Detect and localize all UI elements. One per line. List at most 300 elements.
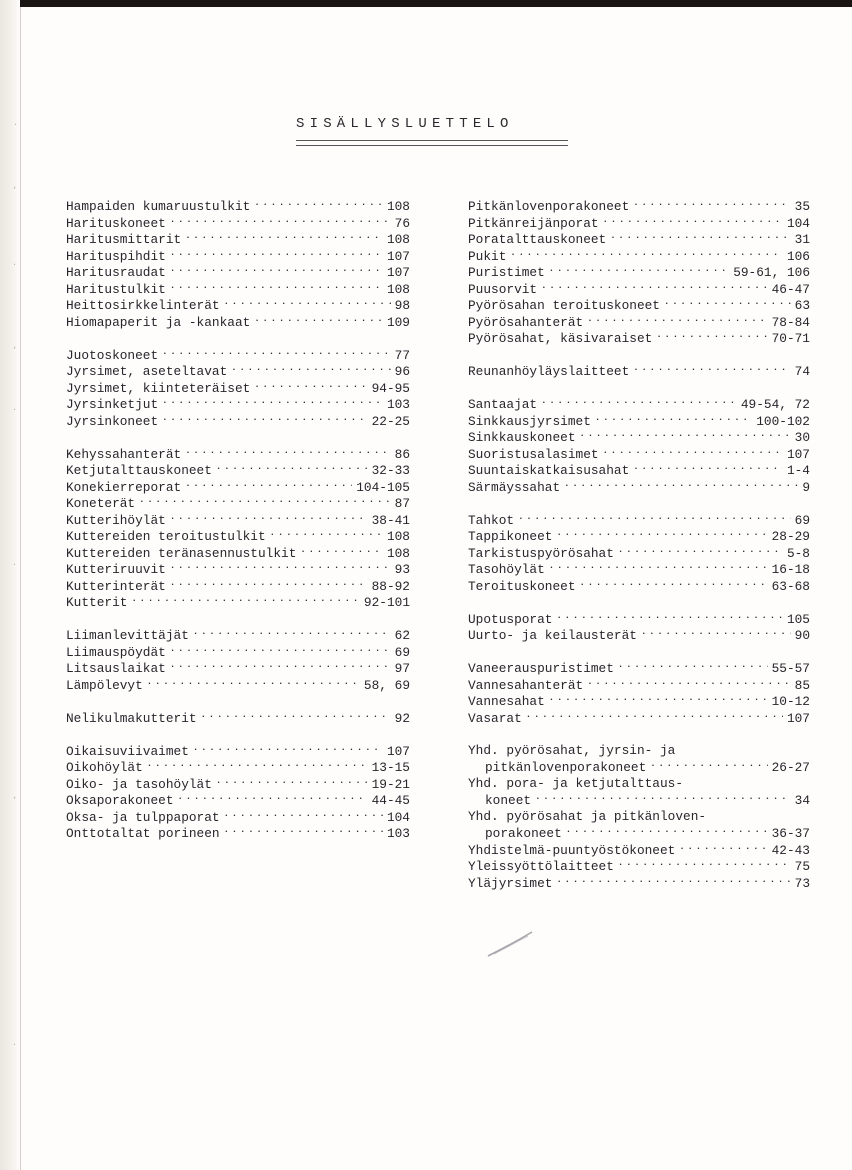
index-term: Haritusmittarit xyxy=(66,232,182,247)
index-entry xyxy=(66,743,410,760)
index-term: Oksaporakoneet xyxy=(66,793,174,808)
page-number: 35 xyxy=(794,199,810,214)
index-term: Liimauspöydät xyxy=(66,644,166,660)
index-entry xyxy=(66,314,410,331)
index-term: Harituskoneet xyxy=(66,215,166,231)
page-number: 42-43 xyxy=(771,842,810,858)
index-entry xyxy=(66,347,410,364)
index-term: Litsauslaikat xyxy=(66,661,166,676)
index-term: Haritustulkit xyxy=(66,281,166,297)
index-group xyxy=(468,743,810,892)
index-entry xyxy=(468,858,810,875)
index-term: Lämpölevyt xyxy=(66,677,143,693)
index-term: Särmäyssahat xyxy=(468,479,561,495)
index-group xyxy=(66,198,410,330)
dot-leader xyxy=(231,363,390,375)
dot-leader xyxy=(595,413,752,425)
dot-leader xyxy=(170,248,383,260)
page-number: 74 xyxy=(794,364,810,379)
index-term: Liimanlevittäjät xyxy=(66,628,189,643)
page-number: 55-57 xyxy=(771,661,810,676)
dot-leader xyxy=(224,825,383,837)
page-number: 9 xyxy=(802,479,810,495)
index-entry xyxy=(468,759,810,776)
page-number: 94-95 xyxy=(371,380,410,396)
page-number: 19-21 xyxy=(371,776,410,792)
index-term: Yleissyöttölaitteet xyxy=(468,859,614,874)
index-term: Jyrsimet, aseteltavat xyxy=(66,364,228,379)
dot-leader xyxy=(224,809,383,821)
index-entry xyxy=(66,512,410,529)
page-number: 75 xyxy=(794,859,810,874)
dot-leader xyxy=(224,297,391,309)
index-entry xyxy=(66,594,410,611)
index-entry xyxy=(66,363,410,380)
index-term: Jyrsimet, kiinteteräiset xyxy=(66,380,251,396)
dot-leader xyxy=(535,792,791,804)
index-entry xyxy=(468,396,810,413)
index-entry xyxy=(468,429,810,446)
dot-leader xyxy=(216,776,368,788)
dot-leader xyxy=(270,528,383,540)
index-entry xyxy=(468,462,810,479)
page-number: 92-101 xyxy=(363,595,410,610)
dot-leader xyxy=(147,759,368,771)
page-number: 46-47 xyxy=(771,281,810,297)
page-number: 44-45 xyxy=(371,793,410,808)
dot-leader xyxy=(556,875,790,887)
dot-leader xyxy=(254,198,383,210)
page-number: 96 xyxy=(394,364,410,379)
dot-leader xyxy=(580,578,768,590)
page-number: 69 xyxy=(794,512,810,528)
dot-leader xyxy=(618,660,768,672)
index-column-right xyxy=(468,198,810,908)
dot-leader xyxy=(587,677,790,689)
scan-speck: · xyxy=(13,260,17,271)
page-number: 22-25 xyxy=(371,413,410,429)
page-number: 92 xyxy=(394,710,410,726)
page-number: 34 xyxy=(794,793,810,808)
page-number: 28-29 xyxy=(771,529,810,544)
scan-speck: ‚ xyxy=(13,340,17,351)
index-entry xyxy=(66,578,410,595)
page-number: 78-84 xyxy=(771,314,810,330)
dot-leader xyxy=(147,677,360,689)
index-group xyxy=(66,710,410,727)
index-entry xyxy=(468,528,810,545)
dot-leader xyxy=(131,594,359,606)
dot-leader xyxy=(556,528,767,540)
index-term: Pyörösahan teroituskoneet xyxy=(468,298,660,313)
page-number: 26-27 xyxy=(771,760,810,775)
dot-leader xyxy=(541,396,737,408)
index-entry xyxy=(66,528,410,545)
index-entry xyxy=(468,264,810,281)
index-entry xyxy=(66,281,410,298)
dot-leader xyxy=(603,215,783,227)
index-term: Pyörösahanterät xyxy=(468,314,584,330)
index-entry xyxy=(66,479,410,496)
index-term: Reunanhöyläyslaitteet xyxy=(468,364,630,379)
index-term: Oiko- ja tasohöylät xyxy=(66,776,212,792)
index-term: Tahkot xyxy=(468,512,515,528)
dot-leader xyxy=(510,248,783,260)
scan-speck: ‚ xyxy=(13,180,17,191)
index-entry xyxy=(468,561,810,578)
dot-leader xyxy=(541,281,767,293)
dot-leader xyxy=(564,479,798,491)
page-number: 108 xyxy=(386,545,410,561)
index-term: Sinkkausjyrsimet xyxy=(468,413,591,429)
page-number: 87 xyxy=(394,496,410,511)
page-number: 107 xyxy=(386,743,410,759)
page-number: 73 xyxy=(794,875,810,891)
index-entry xyxy=(66,825,410,842)
page-number: 32-33 xyxy=(371,463,410,478)
index-term: Kutterihöylät xyxy=(66,512,166,528)
index-entry xyxy=(468,875,810,892)
page-number: 49-54, 72 xyxy=(740,397,810,412)
index-term: Poratalttauskoneet xyxy=(468,232,607,247)
index-entry xyxy=(66,264,410,281)
index-term: Uurto- ja keilausterät xyxy=(468,628,637,643)
page-number: 16-18 xyxy=(771,562,810,577)
page-number: 1-4 xyxy=(786,463,810,478)
index-entry xyxy=(468,479,810,496)
index-term: porakoneet xyxy=(485,826,562,841)
index-term: Kehyssahanterät xyxy=(66,446,182,462)
index-term: Vasarat xyxy=(468,710,522,726)
dot-leader xyxy=(566,825,768,837)
index-entry xyxy=(66,677,410,694)
page-title: SISÄLLYSLUETTELO xyxy=(296,116,514,132)
scan-left-edge xyxy=(0,0,20,1170)
index-entry xyxy=(468,297,810,314)
index-term: Oikaisuviivaimet xyxy=(66,743,189,759)
title-underline xyxy=(296,140,568,146)
dot-leader xyxy=(170,281,383,293)
dot-leader xyxy=(162,396,383,408)
page-number: 76 xyxy=(394,215,410,231)
index-entry-line: Yhd. pyörösahat ja pitkänloven- xyxy=(468,808,707,824)
page-number: 108 xyxy=(386,529,410,544)
index-term: Jyrsinkoneet xyxy=(66,413,159,429)
page-number: 108 xyxy=(386,232,410,247)
dot-leader xyxy=(587,314,767,326)
index-entry xyxy=(468,198,810,215)
dot-leader xyxy=(178,792,368,804)
index-term: Sinkkauskoneet xyxy=(468,430,576,445)
dot-leader xyxy=(193,743,383,755)
index-entry xyxy=(66,792,410,809)
index-term: Konekierreporat xyxy=(66,479,182,495)
index-term: Pukit xyxy=(468,248,507,264)
dot-leader xyxy=(170,264,383,276)
index-term: Kutterinterät xyxy=(66,578,166,594)
page-number: 93 xyxy=(394,562,410,577)
index-term: Suuntaiskatkaisusahat xyxy=(468,463,630,478)
dot-leader xyxy=(549,693,768,705)
page-number: 88-92 xyxy=(371,578,410,594)
index-term: Onttotaltat porineen xyxy=(66,826,220,841)
index-entry xyxy=(468,363,810,380)
dot-leader xyxy=(201,710,391,722)
dot-leader xyxy=(185,479,352,491)
index-term: koneet xyxy=(485,793,532,808)
dot-leader xyxy=(300,545,383,557)
scan-speck: · xyxy=(14,120,18,131)
index-entry xyxy=(468,825,810,842)
index-term: Kuttereiden teränasennustulkit xyxy=(66,545,297,561)
scan-speck: · xyxy=(13,405,17,416)
index-entry xyxy=(66,644,410,661)
index-group xyxy=(468,512,810,595)
index-group xyxy=(66,347,410,430)
index-entry xyxy=(468,231,810,248)
index-term: Juotoskoneet xyxy=(66,347,159,363)
dot-leader xyxy=(633,198,790,210)
index-group xyxy=(468,611,810,644)
index-term: Haritusraudat xyxy=(66,265,166,280)
page-number: 105 xyxy=(786,611,810,627)
dot-leader xyxy=(170,578,368,590)
index-term: pitkänlovenporakoneet xyxy=(485,760,647,775)
index-entry xyxy=(66,776,410,793)
index-group xyxy=(468,363,810,380)
index-entry xyxy=(468,611,810,628)
page-number: 77 xyxy=(394,347,410,363)
index-term: Nelikulmakutterit xyxy=(66,710,197,726)
page-number: 106 xyxy=(786,248,810,264)
index-entry xyxy=(468,248,810,265)
index-entry xyxy=(66,380,410,397)
index-entry xyxy=(66,545,410,562)
index-term: Koneterät xyxy=(66,496,136,511)
dot-leader xyxy=(556,611,782,623)
index-term: Tasohöylät xyxy=(468,562,545,577)
page-number: 104-105 xyxy=(356,479,410,495)
index-group xyxy=(66,743,410,842)
index-term: Ketjutalttauskoneet xyxy=(66,463,212,478)
index-group xyxy=(468,198,810,347)
scan-speck: · xyxy=(13,560,17,571)
index-term: Kuttereiden teroitustulkit xyxy=(66,529,266,544)
index-term: Vannesahat xyxy=(468,694,545,709)
index-entry xyxy=(66,297,410,314)
page-number: 103 xyxy=(386,397,410,412)
index-entry xyxy=(468,281,810,298)
page-number: 100-102 xyxy=(756,413,810,429)
index-term: Jyrsinketjut xyxy=(66,397,159,412)
page-number: 98 xyxy=(394,298,410,313)
index-entry xyxy=(66,446,410,463)
page-number: 63 xyxy=(794,298,810,313)
page-number: 69 xyxy=(394,644,410,660)
page-number: 90 xyxy=(794,628,810,643)
page-number: 107 xyxy=(786,710,810,726)
index-entry xyxy=(468,512,810,529)
dot-leader xyxy=(518,512,791,524)
index-group xyxy=(468,396,810,495)
index-term: Pyörösahat, käsivaraiset xyxy=(468,331,653,346)
index-term: Puristimet xyxy=(468,265,545,280)
dot-leader xyxy=(185,231,383,243)
index-entry xyxy=(66,215,410,232)
dot-leader xyxy=(162,347,390,359)
scan-speck: ‚ xyxy=(13,790,17,801)
page-number: 103 xyxy=(386,826,410,841)
index-entry xyxy=(66,248,410,265)
index-entry xyxy=(468,413,810,430)
dot-leader xyxy=(603,446,783,458)
dot-leader xyxy=(162,413,367,425)
dot-leader xyxy=(170,644,391,656)
index-term: Upotusporat xyxy=(468,611,553,627)
page-number: 107 xyxy=(786,446,810,462)
dot-leader xyxy=(216,462,368,474)
page-edge-line xyxy=(20,7,21,1170)
page-number: 108 xyxy=(386,199,410,214)
dot-leader xyxy=(139,495,391,507)
page-number: 108 xyxy=(386,281,410,297)
index-entry xyxy=(468,710,810,727)
page-number: 38-41 xyxy=(371,512,410,528)
page-number: 58, 69 xyxy=(363,677,410,693)
index-entry xyxy=(66,462,410,479)
page-number: 59-61, 106 xyxy=(733,265,810,280)
dot-leader xyxy=(549,264,729,276)
dot-leader xyxy=(549,561,768,573)
page-number: 97 xyxy=(394,661,410,676)
index-entry xyxy=(468,842,810,859)
page-number: 62 xyxy=(394,628,410,643)
index-entry xyxy=(66,396,410,413)
page-number: 107 xyxy=(386,265,410,280)
dot-leader xyxy=(664,297,791,309)
index-entry xyxy=(66,660,410,677)
index-term: Pitkänlovenporakoneet xyxy=(468,199,630,214)
index-term: Oksa- ja tulppaporat xyxy=(66,809,220,825)
page-number: 31 xyxy=(794,232,810,247)
dot-leader xyxy=(618,545,783,557)
index-term: Suoristusalasimet xyxy=(468,446,599,462)
index-group xyxy=(66,627,410,693)
page-number: 36-37 xyxy=(771,826,810,841)
index-entry xyxy=(66,495,410,512)
dot-leader xyxy=(170,660,391,672)
index-term: Kutteriruuvit xyxy=(66,562,166,577)
page-number: 63-68 xyxy=(771,578,810,594)
index-entry xyxy=(66,809,410,826)
dot-leader xyxy=(618,858,791,870)
index-term: Kutterit xyxy=(66,595,128,610)
index-term: Teroituskoneet xyxy=(468,578,576,594)
dot-leader xyxy=(254,380,367,392)
dot-leader xyxy=(185,446,390,458)
page-number: 5-8 xyxy=(786,545,810,561)
index-entry xyxy=(468,677,810,694)
dot-leader xyxy=(656,330,767,342)
index-entry xyxy=(468,215,810,232)
index-term: Pitkänreijänporat xyxy=(468,215,599,231)
index-term: Yläjyrsimet xyxy=(468,875,553,891)
dot-leader xyxy=(650,759,767,771)
index-term: Puusorvit xyxy=(468,281,538,297)
dot-leader xyxy=(170,512,368,524)
index-term: Hiomapaperit ja -kankaat xyxy=(66,314,251,330)
index-term: Yhdistelmä-puuntyöstökoneet xyxy=(468,842,676,858)
index-entry xyxy=(468,627,810,644)
dot-leader xyxy=(526,710,783,722)
index-entry-line: Yhd. pora- ja ketjutalttaus- xyxy=(468,775,684,791)
index-entry xyxy=(468,330,810,347)
dot-leader xyxy=(193,627,391,639)
dot-leader xyxy=(610,231,790,243)
dot-leader xyxy=(641,627,791,639)
index-entry xyxy=(66,413,410,430)
page-number: 30 xyxy=(794,430,810,445)
index-entry xyxy=(468,693,810,710)
index-entry xyxy=(66,231,410,248)
index-term: Vaneerauspuristimet xyxy=(468,661,614,676)
index-entry xyxy=(66,561,410,578)
page-number: 10-12 xyxy=(771,694,810,709)
index-entry xyxy=(66,627,410,644)
dot-leader xyxy=(580,429,791,441)
index-term: Heittosirkkelinterät xyxy=(66,298,220,313)
index-term: Tarkistuspyörösahat xyxy=(468,545,614,561)
index-entry xyxy=(468,314,810,331)
page-number: 86 xyxy=(394,446,410,462)
index-entry xyxy=(66,759,410,776)
page-number: 104 xyxy=(386,809,410,825)
dot-leader xyxy=(633,462,783,474)
index-entry xyxy=(468,578,810,595)
pen-mark xyxy=(486,928,536,958)
index-entry xyxy=(468,545,810,562)
page-number: 109 xyxy=(386,314,410,330)
index-entry xyxy=(468,446,810,463)
index-entry xyxy=(468,660,810,677)
index-entry xyxy=(66,710,410,727)
index-term: Vannesahanterät xyxy=(468,677,584,693)
scan-speck: · xyxy=(13,1040,17,1051)
page-number: 107 xyxy=(386,248,410,264)
index-term: Harituspihdit xyxy=(66,248,166,264)
scan-top-edge xyxy=(0,0,852,7)
index-column-left xyxy=(66,198,410,858)
index-entry-line: Yhd. pyörösahat, jyrsin- ja xyxy=(468,742,676,758)
page-number: 85 xyxy=(794,677,810,693)
dot-leader xyxy=(170,561,391,573)
dot-leader xyxy=(170,215,391,227)
dot-leader xyxy=(633,363,790,375)
index-group xyxy=(66,446,410,611)
index-term: Hampaiden kumaruustulkit xyxy=(66,199,251,214)
dot-leader xyxy=(254,314,383,326)
page-number: 104 xyxy=(786,215,810,231)
index-term: Santaajat xyxy=(468,397,538,412)
index-term: Tappikoneet xyxy=(468,529,553,544)
page-number: 70-71 xyxy=(771,331,810,346)
page-number: 13-15 xyxy=(371,760,410,775)
dot-leader xyxy=(679,842,767,854)
index-entry xyxy=(66,198,410,215)
index-entry xyxy=(468,792,810,809)
index-term: Oikohöylät xyxy=(66,760,143,775)
index-group xyxy=(468,660,810,726)
